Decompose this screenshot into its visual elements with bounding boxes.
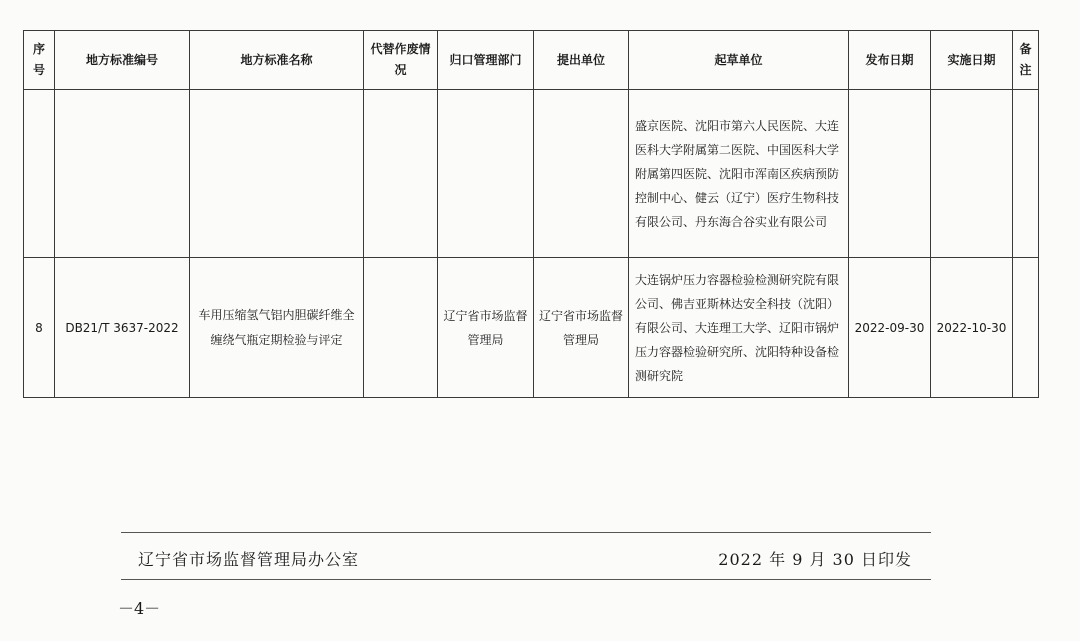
cell-replaced bbox=[364, 90, 438, 258]
cell-drafter: 盛京医院、沈阳市第六人民医院、大连医科大学附属第二医院、中国医科大学附属第四医院、沈阳市浑南区疾病预防控制中心、健云（辽宁）医疗生物科技有限公司、丹东海合谷实业有限公司 bbox=[629, 90, 849, 258]
cell-drafter: 大连锅炉压力容器检验检测研究院有限公司、佛吉亚斯林达安全科技（沈阳）有限公司、大连理工大学、辽阳市锅炉压力容器检验研究所、沈阳特种设备检测研究院 bbox=[629, 258, 849, 398]
header-drafter: 起草单位 bbox=[629, 31, 849, 90]
cell-name: 车用压缩氢气铝内胆碳纤维全缠绕气瓶定期检验与评定 bbox=[190, 258, 364, 398]
header-proposer: 提出单位 bbox=[534, 31, 629, 90]
issue-date: 2022 年 9 月 30 日印发 bbox=[718, 550, 912, 569]
cell-replaced bbox=[364, 258, 438, 398]
footer-top-rule bbox=[121, 532, 931, 533]
issuing-office: 辽宁省市场监督管理局办公室 bbox=[138, 550, 360, 569]
header-code: 地方标准编号 bbox=[55, 31, 190, 90]
cell-remark bbox=[1013, 90, 1039, 258]
cell-code: DB21/T 3637-2022 bbox=[55, 258, 190, 398]
cell-effective-date: 2022-10-30 bbox=[931, 258, 1013, 398]
cell-remark bbox=[1013, 258, 1039, 398]
header-replaced: 代替作废情况 bbox=[364, 31, 438, 90]
cell-name bbox=[190, 90, 364, 258]
cell-proposer bbox=[534, 90, 629, 258]
header-effective-date: 实施日期 bbox=[931, 31, 1013, 90]
cell-dept: 辽宁省市场监督管理局 bbox=[438, 258, 534, 398]
cell-publish-date bbox=[849, 90, 931, 258]
table-row bbox=[24, 258, 1039, 398]
header-dept: 归口管理部门 bbox=[438, 31, 534, 90]
standards-table bbox=[23, 30, 1039, 398]
cell-proposer: 辽宁省市场监督管理局 bbox=[534, 258, 629, 398]
header-name: 地方标准名称 bbox=[190, 31, 364, 90]
cell-dept bbox=[438, 90, 534, 258]
header-seq: 序号 bbox=[24, 31, 55, 90]
page-number: －4－ bbox=[118, 599, 161, 618]
header-remark: 备注 bbox=[1013, 31, 1039, 90]
table-header-row bbox=[24, 31, 1039, 90]
cell-code bbox=[55, 90, 190, 258]
cell-seq bbox=[24, 90, 55, 258]
cell-seq: 8 bbox=[24, 258, 55, 398]
cell-publish-date: 2022-09-30 bbox=[849, 258, 931, 398]
footer-bottom-rule bbox=[121, 579, 931, 580]
cell-effective-date bbox=[931, 90, 1013, 258]
header-publish-date: 发布日期 bbox=[849, 31, 931, 90]
table-row bbox=[24, 90, 1039, 258]
